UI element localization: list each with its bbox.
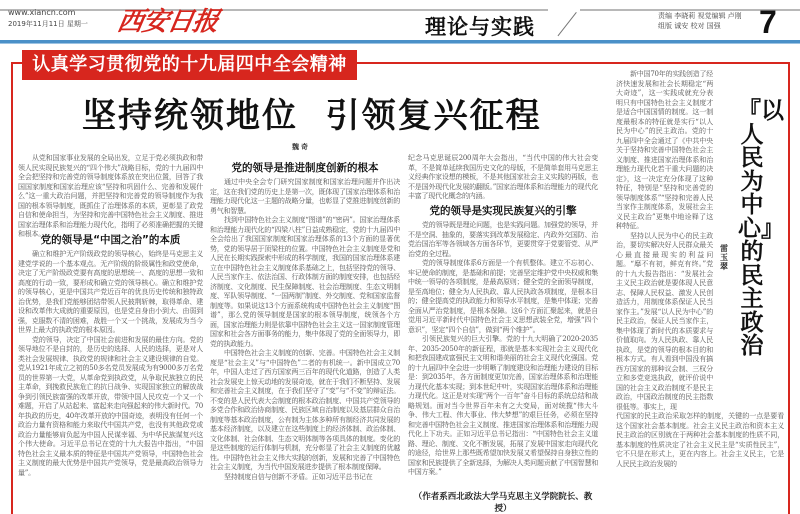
editors-line-1: 责编 李晓莉 视觉编辑 卢刚 <box>658 12 742 20</box>
article-author: 魏奇 <box>292 143 310 151</box>
paragraph: 从党和国家事业发展的全局出发，立足于党必须执政和带领人民实现民族复兴的“四个伟大”战略目标，党的十九届四中全会把坚持和完善党的领导制度体系放在突出位置，回答了我国国家制度和国家治理应该“坚持和巩固什么、完善和发展什么”这一重大政治问题，并把坚持和完善党的领导制度作为我国的根本领导制度，既抓住了治理体系的本质，更彰显了政党自信和使命担当，为坚持和完善中国特色社会主义制度、推进国家治理体系和治理能力现代化，指明了必须准确把握的关键和根本。 <box>18 154 203 238</box>
subheading-3: 党的领导是实现民族复兴的引擎 <box>429 205 577 217</box>
column-1-intro <box>18 154 203 240</box>
paragraph: 通过中央全会专门研究国家制度和国家治理问题并作出决定，这在我们党的历史上是第一次，既体现了国家治理体系和治理能力现代化这一主题的战略分量，也彰显了党推进制度创新的勇气和智慧。 <box>210 178 400 215</box>
column-2-body <box>210 178 400 482</box>
subheading-2: 党的领导是推进制度创新的根本 <box>231 162 379 174</box>
page-number: 7 <box>759 4 777 40</box>
author-byline: （作者系西北政法大学马克思主义学院院长、教授） <box>413 492 593 514</box>
paragraph: 坚持制度自信与创新不矛盾。正如习近平总书记在 <box>224 472 373 481</box>
column-3-body <box>408 221 598 478</box>
article-title: 坚持统领地位 引领复兴征程 <box>82 96 542 136</box>
paragraph: 党的领导，决定了中国社会前进和发展的最佳方向。党的领导地位不是自封的，是历史的选择、人民的选择，更是对人类社会发展规律、执政党的规律和社会主义建设规律的自觉。党从1921年成立之初的50多名党员发展成为有9000多万名党员的世界第一大党，从革命党到执政党，从争取民族独立的民主革命，到挽救民族危亡的抗日战争、实现国家独立的解放战争到引领民族富强的改革开放，带领中国人民攻克一个又一个难题，开启了从站起来、富起来走向强起来的伟大新时代。70年执政的历史，40年改革开放的中国奇迹，表明没有任何一个政治力量有资格和能力来取代中国共产党，也没有其他政党或政治力量能够肩负起为中国人民谋幸福、为中华民族谋复兴这个伟大使命。习近平总书记在党的十九大报告中指出，“中国特色社会主义最本质的特征是中国共产党领导，中国特色社会主义制度的最大优势是中国共产党领导，党是最高政治领导力量”。 <box>18 335 203 477</box>
side-article-author: 雷玉翠 <box>720 244 728 271</box>
section-title: 理论与实践 <box>425 15 535 39</box>
paragraph: 党的领导制度体系6方面是一个有机整体。建立不忘初心、牢记使命的制度，是基础和前提；完善坚定维护党中央权威和集中统一领导的各项制度，是最高原则；健全党的全面领导制度，是至高地位；健全为人民执政、靠人民执政各项制度，是根本目的；健全提高党的执政能力和领导水平制度，是集中体现；完善全面从严治党制度，是根本保障。这6个方面汇聚起来，就是自觉用习近平新时代中国特色社会主义思想武装全党，增强“四个意识”，坚定“四个自信”，做到“两个维护”。 <box>408 259 598 334</box>
column-1-body <box>18 250 203 478</box>
paragraph: 坚持以人民为中心的民主政治，要切实解决好人民群众最关心最直接最现实的利益问题。“靡不有初，鲜克有终。”党的十九大报告指出：“发展社会主义民主政治就是要体现人民意志、保障人民权益、激发人民创造活力，用制度体系保证人民当家作主。”发展“以人民为中心”的民主政治，保证人民当家作主，集中体现了新时代的本质要求与价值取向。为人民执政、靠人民执政，是党的领导的根本目的和根本方式。有人看到中国没有搞西方国家的那种议会制、三权分立和多党竞选执政，就评价说中国的社会主义政治制度不是民主政治，中国政治制度的民主指数很低等。事实上，现 <box>616 231 713 411</box>
editors-credit <box>658 11 742 31</box>
paragraph: 引领民族复兴的巨大引擎。党的十九大明确了2020-2035年、2035-2050年的新征程，那就是基本实现社会主义现代化和把我国建成富强民主文明和谐美丽的社会主义现代化强国。党的十九届四中全会进一步明晰了制度建设和治理能力建设的目标是：到2035年，各方面制度更加完善，国家治理体系和治理能力现代化基本实现；到本世纪中叶，实现国家治理体系和治理能力现代化。这正是对实现“两个一百年”奋斗目标的系统总结和战略规划。面对当今世界百年未有之大变局，面对统揽“伟大斗争、伟大工程、伟大事业、伟大梦想”的艰巨任务，必须在坚持和完善中国特色社会主义制度、推进国家治理体系和治理能力现代化上下功夫。正如习近平总书记指出：“中国特色社会主义道路、理论、制度、文化不断发展，拓展了发展中国家走向现代化的途径，给世界上那些既希望加快发展又希望保持自身独立性的国家和民族提供了全新选择，为解决人类问题贡献了中国智慧和中国方案。” <box>408 335 598 476</box>
paragraph: 确立和维护无产阶级政党的领导核心，始终是马克思主义建党学说的一个基本观点。无产阶级的阶级属性和政党使命，决定了无产阶级政党要有高度的思想统一、高度的思想一致和高度的行动一致，要形成和确立党的领导核心。确立和维护党的领导核心，更是中国共产党近百年的优良历史传统和独特政治优势，是我们党能够团结带领人民披荆斩棘，取得革命、建设和改革伟大成就的重要原因，也是党自身由小到大、由弱到强，克服数不清的困难，战胜一个又一个挑战，发展成为当今世界上最大的执政党的根本原因。 <box>18 250 203 334</box>
paragraph: 新中国70年的实践创造了经济快速发展和社会长期稳定“两大奇迹”，这一实践成就充分表明只有中国特色社会主义制度才是适合中国国情的制度。这一制度最根本的特征就是实行“以人民为中心”的民主政治。党的十九届四中全会通过了《中共中央关于坚持和完善中国特色社会主义制度、推进国家治理体系和治理能力现代化若干重大问题的决定》，这一决定充分体现了这种特征，特别是“坚持和完善党的领导制度体系”“坚持和完善人民当家作主制度体系，发展社会主义民主政治”更集中地诠释了这种特征。 <box>616 70 713 230</box>
subheading-1: 党的领导是“中国之治”的本质 <box>40 234 181 246</box>
paragraph: 代国家的民主政治采取怎样的制度，关键的一点是要看这个国家社会基本制度。社会主义民主政治和资本主义民主政治的区别就在于两种社会基本制度的性质不同，基本制度的性质决定了社会主义民主是“实质性民主”，它不只是在形式上，更在内容上。社会主义民主，它是人民民主政治发展的 <box>616 412 784 468</box>
column-3-intro <box>408 154 598 202</box>
editors-line-2: 组版 诚安 校对 国强 <box>658 22 721 30</box>
topic-banner: 认真学习贯彻党的十九届四中全会精神 <box>22 50 357 80</box>
header-divider <box>558 12 577 36</box>
header-blue-rule <box>0 40 800 44</box>
newspaper-logo: 西安日报 <box>114 7 221 37</box>
paragraph: 中国特色社会主义制度的创新、完善。中国特色社会主义制度是“社会主义”与“中国特色”二者的有机统一。新中国成立70年，中国人走过了西方国家两三百年的现代化道路，创造了人类社会发展史上惊天动地的发展奇迹，就在于我们不断坚持、发展和完善社会主义制度，在于我们坚守了“变”与“不变”的辩证法。不变的是人民代表大会制度的根本政治制度、中国共产党领导的多党合作和政治协商制度、民族区域自治制度以及基层群众自治制度等基本政治制度，公有制为主体多种所有制经济共同发展的基本经济制度，以及建立在这些制度上的经济体制、政治体制、文化体制、社会体制、生态文明体制等各项具体的制度。变化的是这些制度的运行体制与机制，充分彰显了社会主义制度的优越性。中国特色社会主义伟大实践的创新，发展和完善了中国特色社会主义制度，为当代中国发展进步提供了根本制度保障。 <box>210 349 400 471</box>
issue-date: 2019年11月11日 星期一 <box>8 20 88 28</box>
paragraph: 党的领导既是理论问题，也是实践问题。加强党的领导，并不是空洞、抽象的，要落实到改革发展稳定、内政外交国防、治党治国治军等各领域各方面各环节，更要贯穿于党要管党、从严治党的全过程。 <box>408 221 598 258</box>
side-article-title: 『以人民为中心』的民主政治 <box>738 98 784 359</box>
site-url: www.xiancn.com <box>8 8 76 17</box>
paragraph: 纪念马克思诞辰200周年大会指出，“当代中国的伟大社会变革，不是简单延续我国历史文化的母版，不是简单套用马克思主义经典作家设想的模板，不是其他国家社会主义实践的再版，也不是国外现代化发展的翻版。”国家治理体系和治理能力的现代化丰富了现代化概念的内涵。 <box>408 154 598 200</box>
paragraph: 找到中国特色社会主义制度“图谱”的“密码”。国家治理体系和治理能力现代化的“四梁八柱”日益成熟稳定，党的十九届四中全会给出了我国国家制度和国家治理体系的13个方面的显著优势，党的领导居于顶梁柱的位置。中国特色社会主义制度是党和人民在长期实践探索中形成的科学制度，我国的国家治理体系建立在中国特色社会主义制度体系基础之上，包括坚持党的领导、人民当家作主、依法治国、行政体制方面的制度安排，也包括经济制度、文化制度、民生保障制度、社会治理制度、生态文明制度、军队领导制度、“一国两制”制度、外交制度、党和国家监督制度等。如果说这13个方面系统构成中国特色社会主义制度“图谱”，那么党的领导制度是国家的根本领导制度，统领各个方面，国家治理能力则是依靠中国特色社会主义这一国家制度管理国家和社会各方面事务的能力，集中体现了党的全面领导力，即党的执政能力。 <box>210 216 400 348</box>
